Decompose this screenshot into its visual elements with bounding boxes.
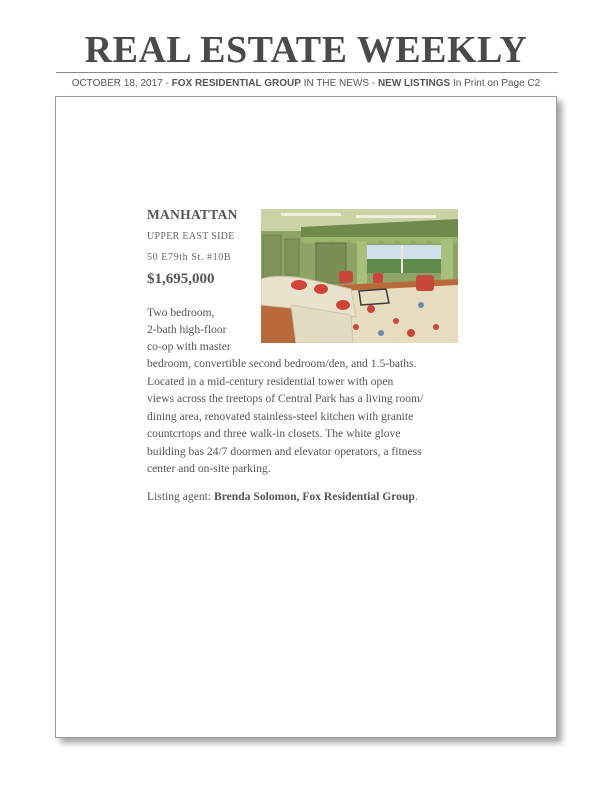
description-line: center and on-site parking. [147,462,271,475]
listing-address: 50 E79th St. #10B [147,252,232,263]
dateline [0,78,612,89]
description-line: Located in a mid-century residential tower with open [147,374,394,388]
listing-price: $1,695,000 [147,271,215,287]
listing-photo [261,209,458,343]
dateline-print-note: In Print on Page C2 [450,78,541,89]
description-line: building bas 24/7 doormen and elevator operators, a fitness [147,444,422,458]
dateline-date: OCTOBER 18, 2017 - [71,78,172,89]
description-line: bedroom, convertible second bedroom/den, and 1.5-baths. [147,357,417,370]
agent-period: . [414,490,418,503]
publication-title: REAL ESTATE WEEKLY [84,29,528,71]
dateline-section: NEW LISTINGS [377,78,451,89]
header-rule [56,72,558,73]
description-line: views across the treetops of Central Park has a living room/ [147,392,424,405]
listing-city: MANHATTAN [147,207,238,222]
dateline-company: FOX RESIDENTIAL GROUP [171,78,301,89]
agent-name: Brenda Solomon, Fox Residential Group [213,490,415,503]
listing-description-wide [147,355,467,478]
dateline-in-the-news: IN THE NEWS - [300,78,378,89]
description-line: dining area, renovated stainless-steel kitchen with granite [147,409,414,423]
description-line: 2-bath high-floor [147,323,227,336]
description-line: co-op with master [147,340,231,353]
listing-description-narrow [147,304,255,355]
listing-neighborhood: UPPER EAST SIDE [147,231,235,242]
listing-agent [147,490,418,503]
description-line: Two bedroom, [147,306,215,319]
description-line: countcrtops and three walk-in closets. The white glove [147,427,401,440]
agent-label: Listing agent: [147,490,214,503]
